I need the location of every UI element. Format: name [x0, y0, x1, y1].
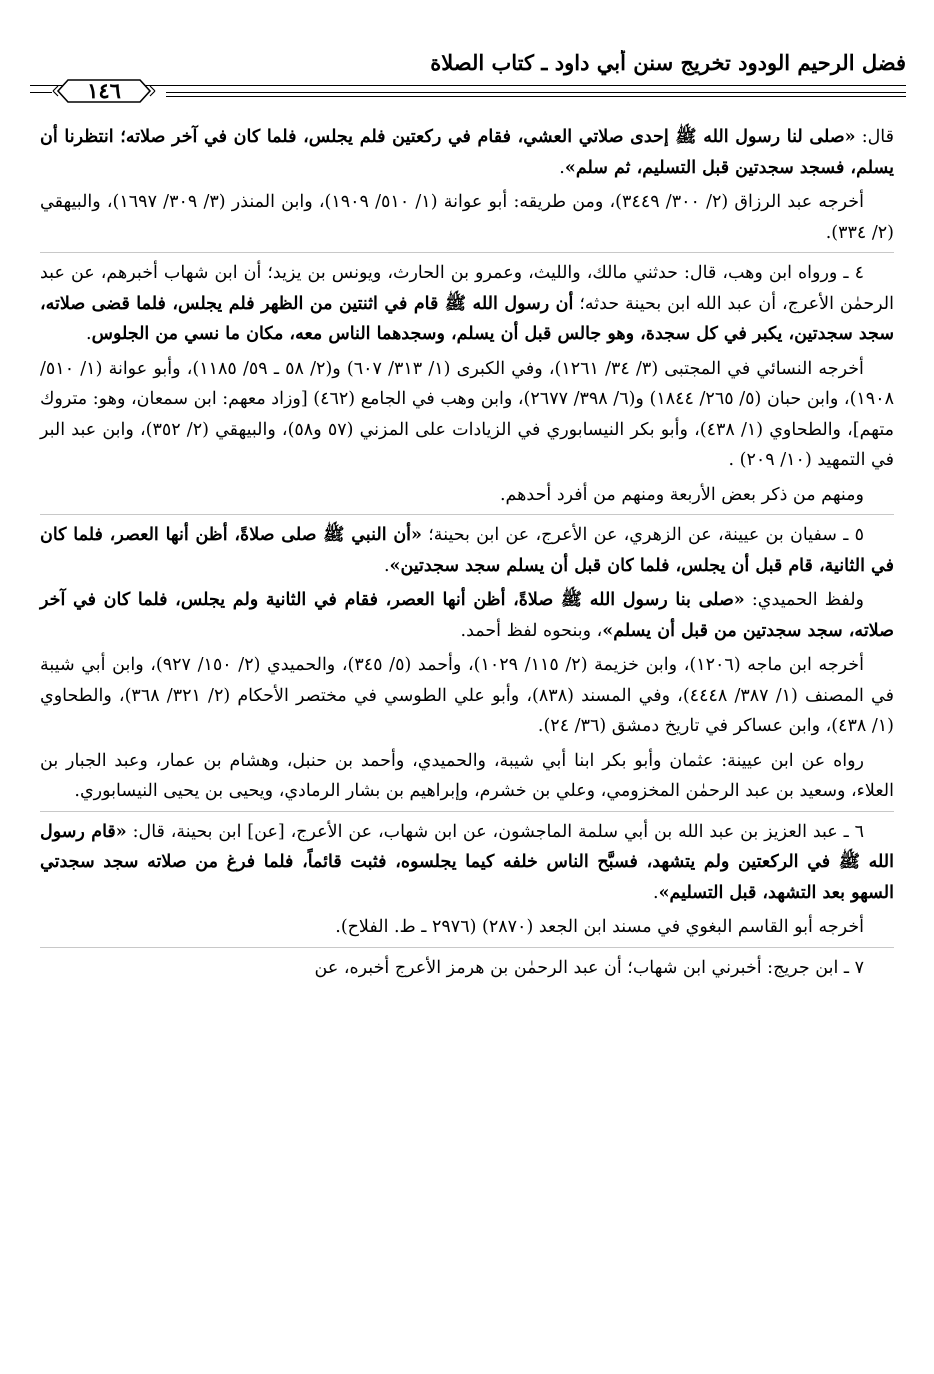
paragraph [40, 912, 894, 943]
page-number-box [52, 76, 156, 106]
paragraph [40, 520, 894, 581]
paragraph-text: رواه عن ابن عيينة: عثمان وأبو بكر ابنا أبي شيبة، والحميدي، وأحمد بن حنبل، وهشام بن عمار، وعبد الجبار بن العلاء، وسعيد بن عبد الرحمٰن المخزومي، وعلي بن خشرم، وإبراهيم بن بشار الرمادي، ويحيى بن يحيى النيسابوري. [40, 750, 894, 801]
paragraph-text: . [653, 882, 659, 903]
paragraph-text: ٧ ـ ابن جريج: أخبرني ابن شهاب؛ أن عبد الرحمٰن بن هرمز الأعرج أخبره، عن [314, 957, 864, 978]
paragraph [40, 953, 894, 984]
paragraph-text: ولفظ الحميدي: [744, 590, 864, 610]
header-rule [30, 85, 906, 86]
paragraph-text: أخرجه النسائي في المجتبى (٣/ ٣٤/ ١٢٦١)، وفي الكبرى (١/ ٣١٣/ ٦٠٧) و(٢/ ٥٨ ـ ٥٩/ ١١٨٥)، وأبو عوانة (١/ ٥١٠/ ١٩٠٨)، وابن حبان (٥/ ٢٦٥/ ١٨٤٤) و(٦/ ٣٩٨/ ٢٦٧٧)، وابن وهب في الجامع (٤٦٢) [وزاد معهم: ابن سمعان، وهو: متروك متهم]، والطحاوي (١/ ٤٣٨)، وأبو بكر النيسابوري في الزيادات على المزني (٥٧ و٥٨)، والبيهقي (٢/ ٣٥٢)، وابن عبد البر في التمهيد (١٠/ ٢٠٩) . [40, 358, 895, 470]
header-rule-double [166, 92, 906, 93]
paragraph-text: ومنهم من ذكر بعض الأربعة ومنهم من أفرد أحدهم. [499, 484, 864, 505]
paragraph [40, 585, 894, 646]
header-rule-double-2 [166, 96, 906, 97]
paragraph [40, 480, 894, 511]
paragraph-text: قال: [855, 127, 895, 147]
hadith-text: «صلى لنا رسول الله ﷺ إحدى صلاتي العشي، فقام في ركعتين فلم يجلس، فلما كان في آخر صلاته؛ انتظرنا أن يسلم، فسجد سجدتين قبل التسليم، ثم سلم» [40, 127, 894, 178]
page-number: ١٤٦ [87, 78, 121, 103]
running-header: فضل الرحيم الودود تخريج سنن أبي داود ـ كتاب الصلاة [430, 50, 906, 75]
paragraph-text: أخرجه أبو القاسم البغوي في مسند ابن الجعد (٢٨٧٠) (٢٩٧٦ ـ ط. الفلاح). [335, 917, 864, 937]
section-separator [40, 514, 894, 515]
paragraph [40, 746, 894, 807]
hadith-text: «صلى بنا رسول الله ﷺ صلاةً، أظن أنها العصر، فقام في الثانية ولم يجلس، فلما كان في آخر صلاته، سجد سجدتين من قبل أن يسلم» [40, 590, 894, 641]
header-rule-left [30, 92, 52, 93]
paragraph-text: أخرجه عبد الرزاق (٢/ ٣٠٠/ ٣٤٤٩)، ومن طريقه: أبو عوانة (١/ ٥١٠/ ١٩٠٩)، وابن المنذر (٣/ ٣٠٩/ ١٦٩٧)، والبيهقي (٢/ ٣٣٤). [40, 192, 894, 243]
paragraph [40, 354, 894, 476]
paragraph-text: أخرجه ابن ماجه (١٢٠٦)، وابن خزيمة (٢/ ١١٥/ ١٠٢٩)، وأحمد (٥/ ٣٤٥)، والحميدي (٢/ ١٥٠/ ٩٢٧)، وابن أبي شيبة في المصنف (١/ ٣٨٧/ ٤٤٤٨)، وفي المسند (٨٣٨)، وأبو علي الطوسي في مختصر الأحكام (٢/ ٣٢١/ ٣٦٨)، والطحاوي (١/ ٤٣٨)، وابن عساكر في تاريخ دمشق (٣٦/ ٢٤). [40, 655, 894, 736]
paragraph [40, 650, 894, 742]
paragraph-text: . [559, 157, 565, 178]
section-separator [40, 252, 894, 253]
paragraph-text: . [383, 555, 390, 576]
main-text [40, 122, 894, 987]
section-separator [40, 811, 894, 812]
paragraph [40, 258, 894, 350]
paragraph-text: ، وبنحوه لفظ أحمد. [460, 620, 603, 641]
paragraph-text: ٥ ـ سفيان بن عيينة، عن الزهري، عن الأعرج، عن ابن بحينة؛ [422, 525, 864, 545]
paragraph-text: ٤ ـ ورواه ابن وهب، قال: حدثني مالك، والليث، وعمرو بن الحارث، ويونس بن يزيد؛ أن ابن شهاب أخبرهم، عن عبد الرحمٰن الأعرج، أن عبد الله ابن بحينة حدثه؛ [40, 263, 894, 314]
section-separator [40, 947, 894, 948]
paragraph-text: . [86, 324, 92, 344]
paragraph-text: ٦ ـ عبد العزيز بن عبد الله بن أبي سلمة الماجشون، عن ابن شهاب، عن الأعرج، [عن] ابن بحينة، قال: [126, 821, 864, 842]
hadith-text: «قام رسول الله ﷺ في الركعتين ولم يتشهد، فسبَّح الناس خلفه كيما يجلسوه، فثبت قائماً، فلما فرغ من صلاته سجد سجدتي السهو بعد التشهد، قبل التسليم» [40, 821, 894, 903]
paragraph [40, 122, 894, 183]
hadith-text: أن رسول الله ﷺ قام في اثنتين من الظهر فلم يجلس، فلما قضى صلاته، سجد سجدتين، يكبر في كل سجدة، وهو جالس قبل أن يسلم، وسجدهما الناس معه، مكان ما نسي من الجلوس [40, 293, 894, 344]
hadith-text: «أن النبي ﷺ صلى صلاةً، أظن أنها العصر، فلما كان في الثانية، قام قبل أن يجلس، فلما كان قبل أن يسلم سجد سجدتين» [40, 525, 894, 576]
paragraph [40, 817, 894, 909]
paragraph [40, 187, 894, 248]
